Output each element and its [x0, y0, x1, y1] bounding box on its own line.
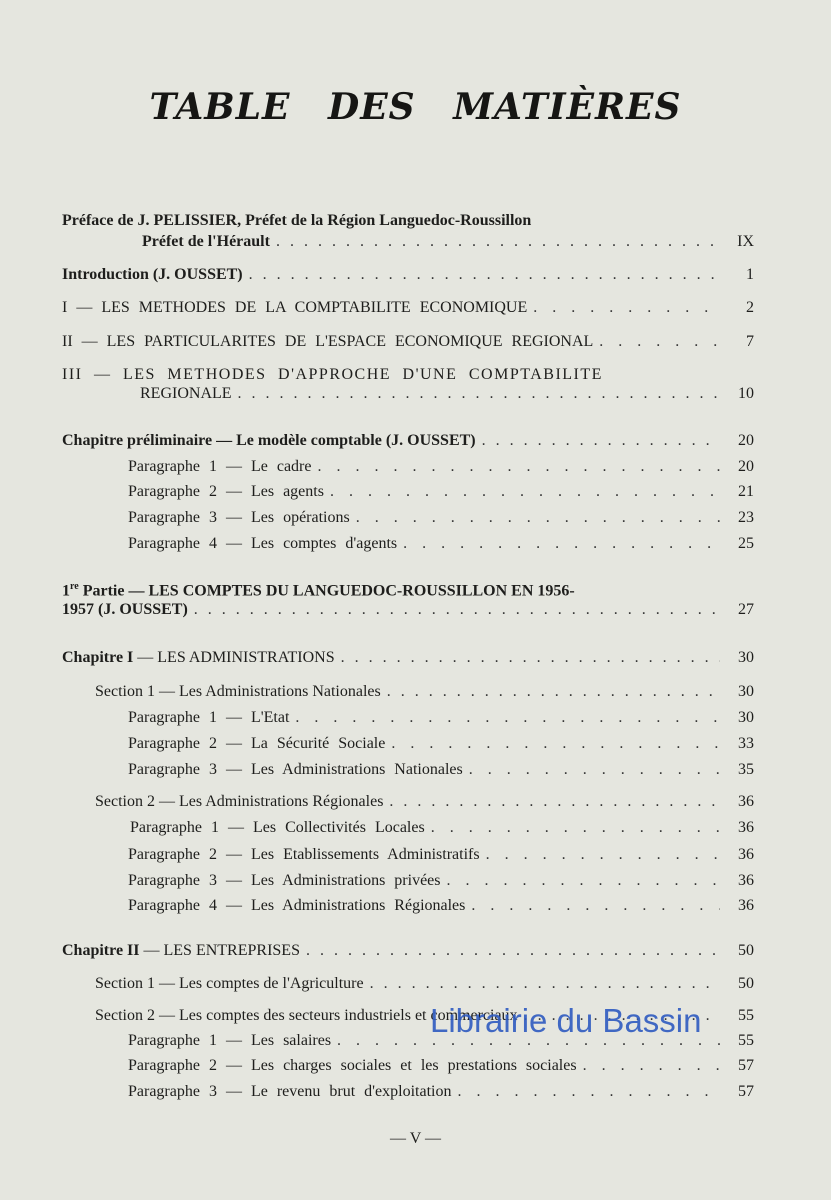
chapitre-1-title: — LES ADMINISTRATIONS [133, 649, 335, 666]
toc-entry-ch1-s1-para-1 [128, 709, 754, 727]
page-number: 1 [746, 266, 754, 283]
entry-label: REGIONALE [140, 385, 232, 402]
page-number: 2 [746, 299, 754, 316]
page-title: TABLE DES MATIÈRES [149, 86, 682, 128]
entry-label [62, 649, 335, 667]
entry-label: I — LES METHODES DE LA COMPTABILITE ECONOMIQUE [62, 299, 528, 316]
entry-label: Paragraphe 2 — Les agents [128, 483, 324, 500]
partie1-sup: re [70, 581, 79, 592]
page-number: 57 [738, 1083, 754, 1100]
toc-entry-ch1-s2-para-3 [128, 872, 754, 890]
page-number: 30 [738, 683, 754, 700]
toc-entry-chapitre-preliminaire [62, 432, 754, 450]
entry-label: Paragraphe 1 — L'Etat [128, 709, 290, 726]
page-number: 50 [738, 942, 754, 959]
dot-leader [457, 1083, 720, 1101]
page-number: 36 [738, 897, 754, 914]
page-number: 36 [738, 872, 754, 889]
entry-label: 1957 (J. OUSSET) [62, 601, 188, 618]
toc-entry-prelim-para-2 [128, 483, 754, 501]
watermark: Librairie du Bassin [430, 1002, 702, 1039]
dot-leader [533, 299, 720, 317]
dot-leader [330, 483, 720, 501]
dot-leader [391, 735, 720, 753]
dot-leader [431, 819, 720, 837]
toc-entry-chapitre-1 [62, 649, 754, 667]
page-folio: — V — [390, 1130, 441, 1147]
intro-3-line1: III — LES METHODES D'APPROCHE D'UNE COMPTABILITE [62, 366, 603, 383]
dot-leader [387, 683, 720, 701]
toc-entry-ch1-s1-para-3 [128, 761, 754, 779]
entry-label: Section 2 — Les comptes des secteurs industriels et commerciaux [95, 1007, 518, 1024]
toc-entry-ch1-s1-para-2 [128, 735, 754, 753]
entry-label: Paragraphe 4 — Les comptes d'agents [128, 535, 398, 552]
chapitre-1-prefix: Chapitre I [62, 649, 134, 666]
entry-label: Paragraphe 4 — Les Administrations Régionales [128, 897, 466, 914]
entry-label: Paragraphe 1 — Les Collectivités Locales [130, 819, 425, 836]
toc-entry-prelim-para-4 [128, 535, 754, 553]
toc-entry-intro-2 [62, 333, 754, 351]
toc-entry-ch1-s2-para-1 [130, 819, 754, 837]
dot-leader [482, 432, 720, 450]
entry-label: Paragraphe 1 — Le cadre [128, 458, 312, 475]
entry-label [62, 942, 300, 960]
dot-leader [317, 458, 720, 476]
toc-entry-ch2-s2-para-3 [128, 1083, 754, 1101]
dot-leader [276, 233, 720, 251]
partie1-title: Partie — LES COMPTES DU LANGUEDOC-ROUSSILLON EN 1956- [78, 582, 575, 600]
page-number: 30 [738, 709, 754, 726]
dot-leader [356, 509, 720, 527]
dot-leader [403, 535, 720, 553]
toc-entry-partie1 [62, 601, 754, 619]
entry-label: Paragraphe 2 — La Sécurité Sociale [128, 735, 386, 752]
page-number: 23 [738, 509, 754, 526]
toc-entry-intro-3 [140, 385, 754, 403]
dot-leader [486, 846, 720, 864]
page-number: 27 [738, 601, 754, 618]
toc-entry-ch1-s2-para-2 [128, 846, 754, 864]
page-number: 10 [738, 385, 754, 402]
page-number: 35 [738, 761, 754, 778]
page-number: 36 [738, 793, 754, 810]
dot-leader [370, 975, 720, 993]
partie1-line1 [62, 581, 575, 600]
page-number: 30 [738, 649, 754, 666]
toc-entry-ch1-section-2 [95, 793, 754, 811]
dot-leader [306, 942, 720, 960]
entry-label: Paragraphe 2 — Les charges sociales et les prestations sociales [128, 1057, 577, 1074]
dot-leader [295, 709, 720, 727]
page-number: 20 [738, 458, 754, 475]
entry-label: Section 1 — Les comptes de l'Agriculture [95, 975, 364, 992]
entry-label: Section 1 — Les Administrations Nationales [95, 683, 381, 700]
dot-leader [469, 761, 720, 779]
entry-label: Paragraphe 2 — Les Etablissements Administratifs [128, 846, 480, 863]
dot-leader [341, 649, 720, 667]
toc-entry-prelim-para-1 [128, 458, 754, 476]
page-number: 33 [738, 735, 754, 752]
entry-label: Chapitre préliminaire — Le modèle comptable (J. OUSSET) [62, 432, 476, 449]
page-number: 7 [746, 333, 754, 350]
page-number: 20 [738, 432, 754, 449]
toc-entry-ch2-section-1 [95, 975, 754, 993]
page-number: 36 [738, 846, 754, 863]
entry-label: Paragraphe 3 — Les Administrations Nationales [128, 761, 463, 778]
dot-leader [471, 897, 720, 915]
page-number: 55 [738, 1007, 754, 1024]
toc-entry-chapitre-2 [62, 942, 754, 960]
toc-entry-prelim-para-3 [128, 509, 754, 527]
dot-leader [238, 385, 720, 403]
dot-leader [599, 333, 720, 351]
dot-leader [447, 872, 721, 890]
page-number: 50 [738, 975, 754, 992]
entry-label: Introduction (J. OUSSET) [62, 266, 243, 283]
partie1-number: 1 [62, 582, 70, 600]
dot-leader [249, 266, 720, 284]
dot-leader [389, 793, 720, 811]
toc-entry-ch1-section-1 [95, 683, 754, 701]
chapitre-2-title: — LES ENTREPRISES [139, 942, 300, 959]
toc-entry-ch1-s2-para-4 [128, 897, 754, 915]
preface-line2: Préfet de l'Hérault [142, 233, 270, 250]
page-number: 36 [738, 819, 754, 836]
page-number: 55 [738, 1032, 754, 1049]
page-number: 25 [738, 535, 754, 552]
dot-leader [583, 1057, 720, 1075]
entry-label: Paragraphe 3 — Les Administrations privées [128, 872, 441, 889]
page-number: IX [737, 233, 754, 250]
toc-entry-introduction [62, 266, 754, 284]
preface-line1: Préface de J. PELISSIER, Préfet de la Région Languedoc-Roussillon [62, 212, 532, 229]
toc-entry-ch2-s2-para-2 [128, 1057, 754, 1075]
entry-label: Section 2 — Les Administrations Régionales [95, 793, 384, 810]
entry-label: Paragraphe 1 — Les salaires [128, 1032, 332, 1049]
toc-entry-preface [142, 233, 754, 251]
chapitre-2-prefix: Chapitre II [62, 942, 140, 959]
page-number: 57 [738, 1057, 754, 1074]
entry-label: II — LES PARTICULARITES DE L'ESPACE ECONOMIQUE REGIONAL [62, 333, 594, 350]
entry-label: Paragraphe 3 — Le revenu brut d'exploitation [128, 1083, 452, 1100]
toc-entry-intro-1 [62, 299, 754, 317]
entry-label: Paragraphe 3 — Les opérations [128, 509, 350, 526]
page-number: 21 [738, 483, 754, 500]
dot-leader [194, 601, 720, 619]
